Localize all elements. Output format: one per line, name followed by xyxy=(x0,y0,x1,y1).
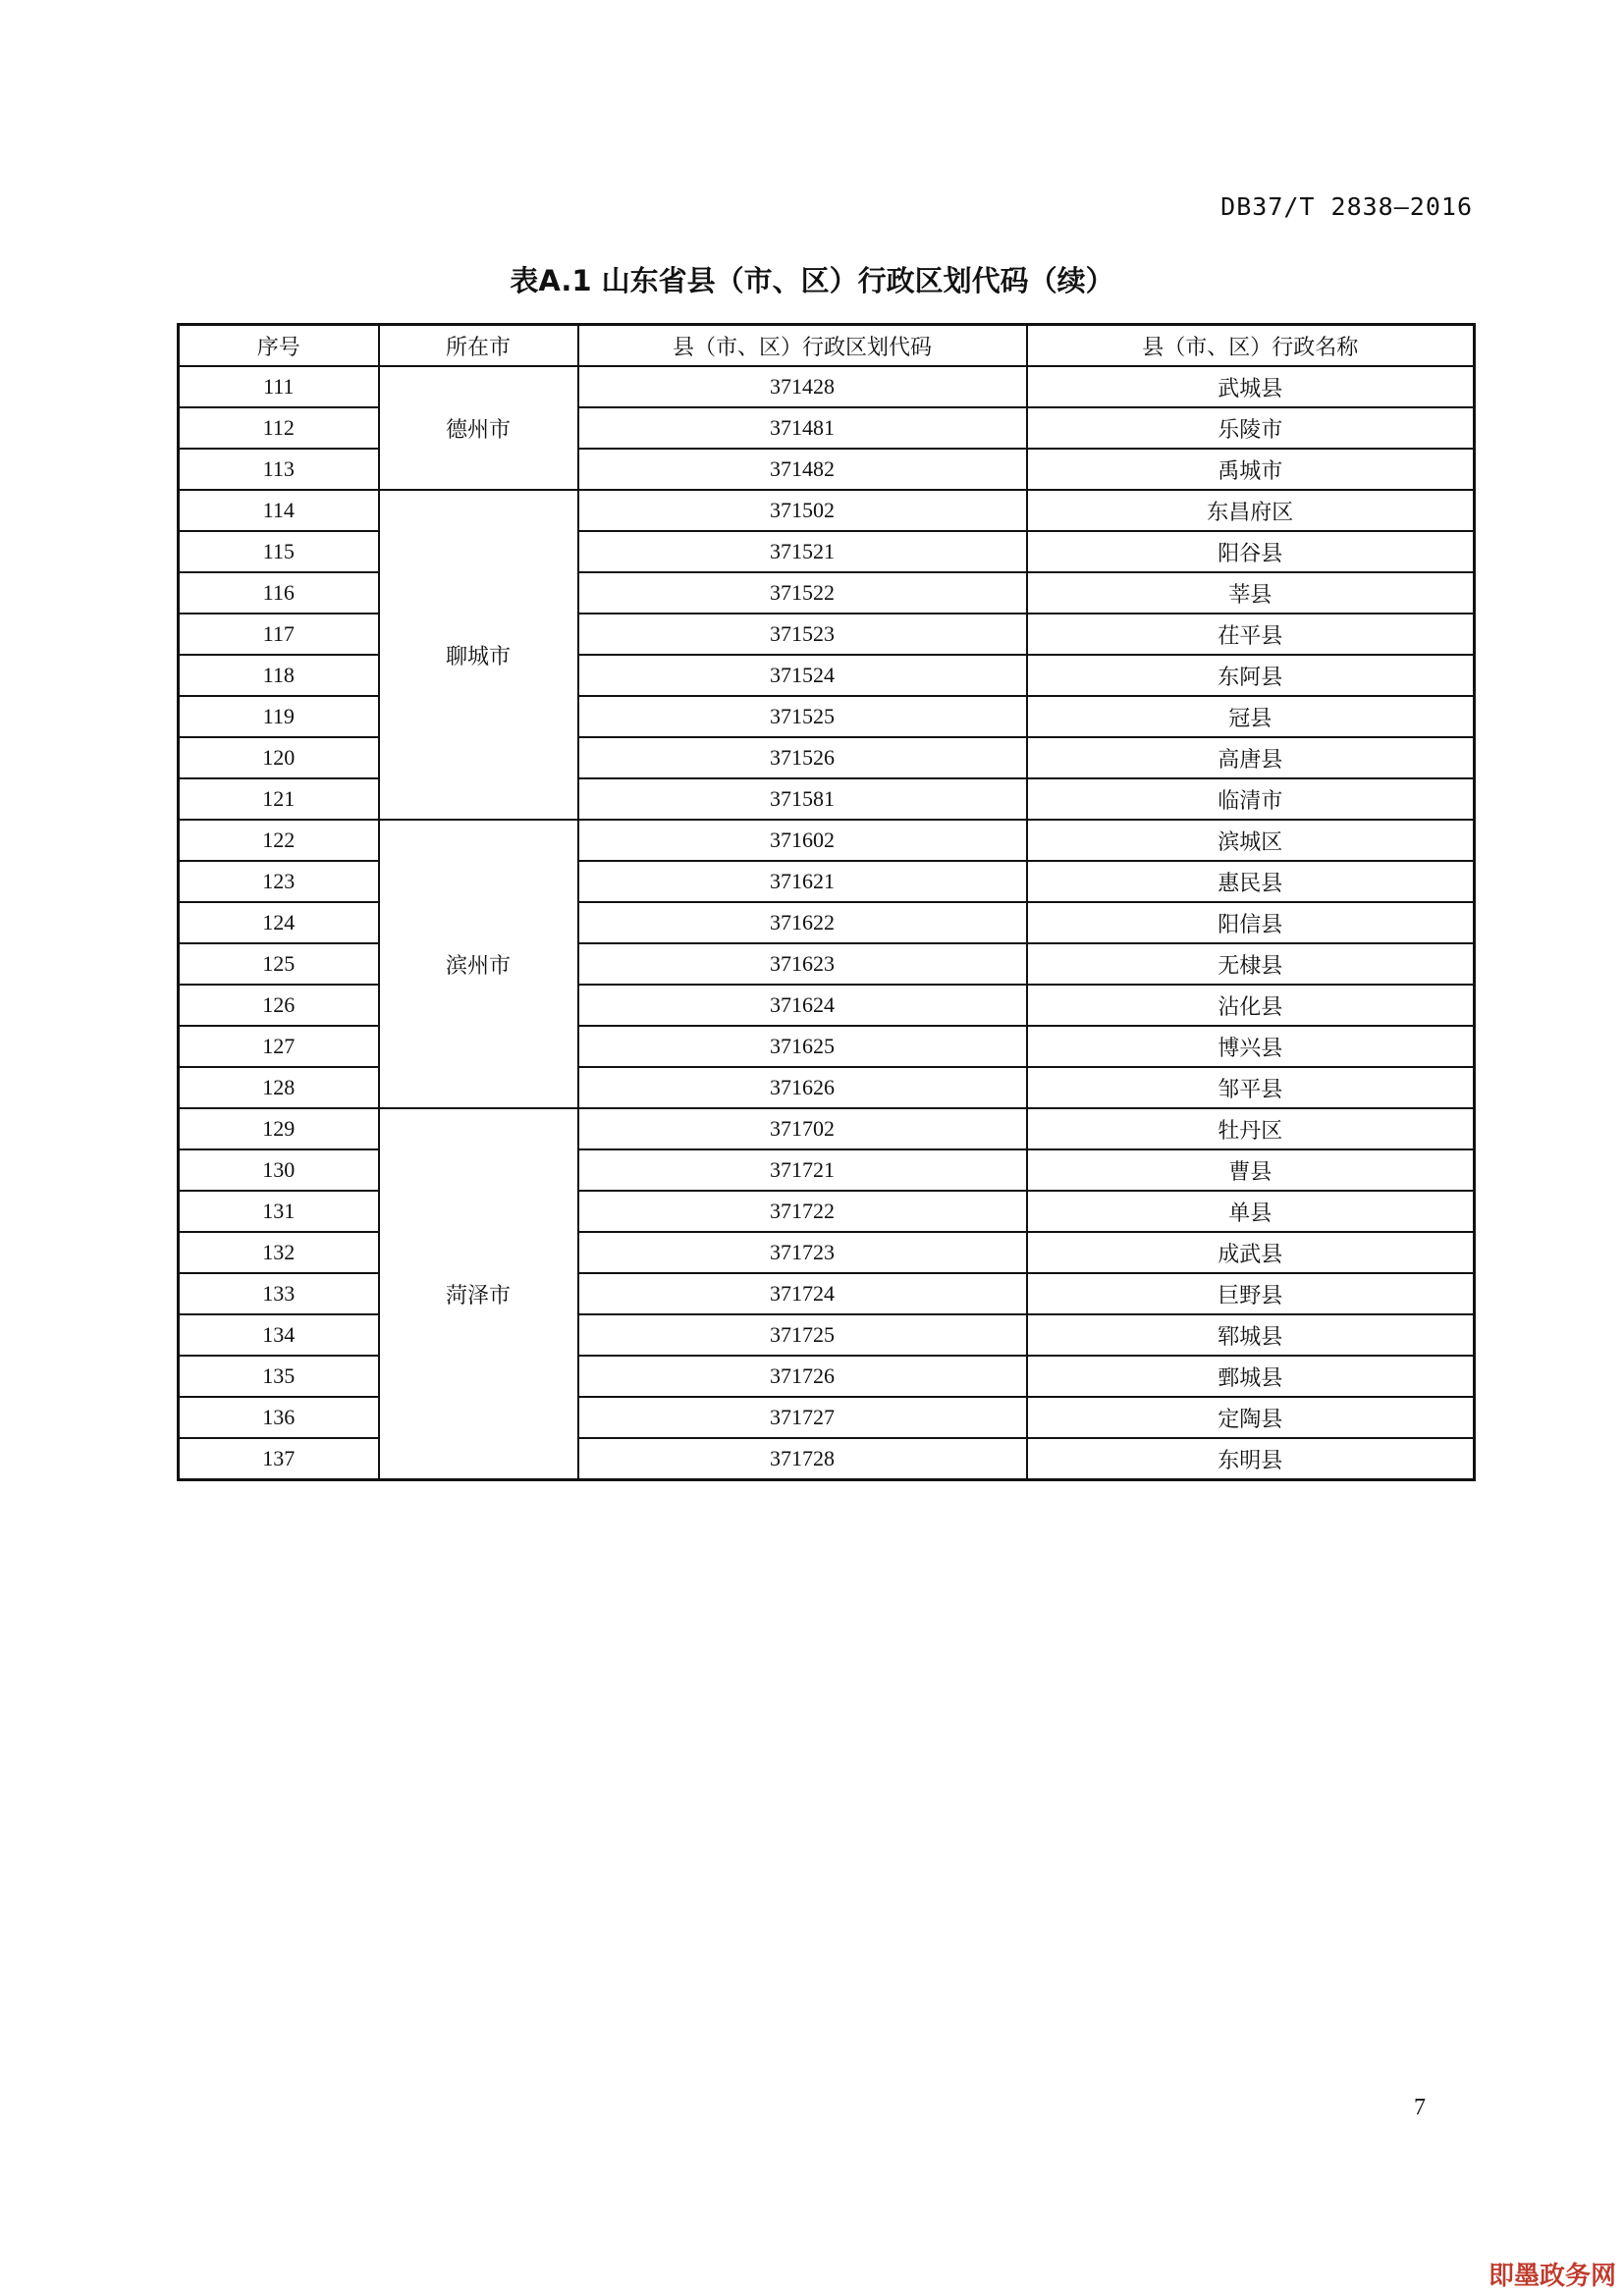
table-row xyxy=(179,1314,1475,1356)
table-row xyxy=(179,1026,1475,1067)
cell-code: 371624 xyxy=(578,985,1027,1026)
cell-name: 巨野县 xyxy=(1027,1273,1475,1314)
cell-code: 371523 xyxy=(578,614,1027,655)
table-row xyxy=(179,531,1475,572)
cell-name: 冠县 xyxy=(1027,696,1475,737)
cell-no: 132 xyxy=(179,1232,379,1273)
cell-no: 115 xyxy=(179,531,379,572)
cell-code: 371525 xyxy=(578,696,1027,737)
cell-code: 371723 xyxy=(578,1232,1027,1273)
cell-no: 121 xyxy=(179,778,379,820)
cell-name: 无棣县 xyxy=(1027,943,1475,985)
cell-no: 112 xyxy=(179,407,379,449)
cell-city: 滨州市 xyxy=(379,820,578,1108)
cell-name: 东明县 xyxy=(1027,1438,1475,1480)
cell-no: 118 xyxy=(179,655,379,696)
cell-no: 113 xyxy=(179,449,379,490)
cell-name: 单县 xyxy=(1027,1191,1475,1232)
page-number: 7 xyxy=(1414,2095,1426,2120)
table-row xyxy=(179,902,1475,943)
table-row xyxy=(179,1438,1475,1480)
cell-code: 371602 xyxy=(578,820,1027,861)
table-row xyxy=(179,861,1475,902)
cell-city: 聊城市 xyxy=(379,490,578,820)
table-row xyxy=(179,778,1475,820)
table-row xyxy=(179,1067,1475,1108)
cell-name: 禹城市 xyxy=(1027,449,1475,490)
standard-code: DB37/T 2838—2016 xyxy=(1220,192,1473,221)
cell-code: 371724 xyxy=(578,1273,1027,1314)
cell-code: 371581 xyxy=(578,778,1027,820)
cell-no: 116 xyxy=(179,572,379,614)
cell-name: 莘县 xyxy=(1027,572,1475,614)
cell-name: 东阿县 xyxy=(1027,655,1475,696)
cell-code: 371524 xyxy=(578,655,1027,696)
cell-name: 滨城区 xyxy=(1027,820,1475,861)
table-row xyxy=(179,490,1475,531)
cell-no: 128 xyxy=(179,1067,379,1108)
cell-no: 117 xyxy=(179,614,379,655)
cell-name: 邹平县 xyxy=(1027,1067,1475,1108)
table-row xyxy=(179,1397,1475,1438)
cell-name: 阳谷县 xyxy=(1027,531,1475,572)
table-row xyxy=(179,1108,1475,1149)
table-row xyxy=(179,985,1475,1026)
cell-no: 123 xyxy=(179,861,379,902)
cell-name: 乐陵市 xyxy=(1027,407,1475,449)
cell-no: 135 xyxy=(179,1356,379,1397)
table-row xyxy=(179,1356,1475,1397)
table-row xyxy=(179,1149,1475,1191)
cell-name: 成武县 xyxy=(1027,1232,1475,1273)
cell-name: 武城县 xyxy=(1027,366,1475,407)
cell-name: 临清市 xyxy=(1027,778,1475,820)
cell-no: 131 xyxy=(179,1191,379,1232)
cell-no: 129 xyxy=(179,1108,379,1149)
table-row xyxy=(179,820,1475,861)
cell-code: 371621 xyxy=(578,861,1027,902)
cell-code: 371721 xyxy=(578,1149,1027,1191)
cell-name: 沾化县 xyxy=(1027,985,1475,1026)
cell-name: 牡丹区 xyxy=(1027,1108,1475,1149)
cell-code: 371722 xyxy=(578,1191,1027,1232)
cell-code: 371481 xyxy=(578,407,1027,449)
cell-no: 126 xyxy=(179,985,379,1026)
cell-no: 127 xyxy=(179,1026,379,1067)
cell-no: 111 xyxy=(179,366,379,407)
table-row xyxy=(179,572,1475,614)
table-row xyxy=(179,449,1475,490)
cell-city: 菏泽市 xyxy=(379,1108,578,1480)
cell-code: 371728 xyxy=(578,1438,1027,1480)
table-body xyxy=(179,366,1475,1480)
column-header-name: 县（市、区）行政名称 xyxy=(1027,325,1475,367)
cell-no: 120 xyxy=(179,737,379,778)
cell-no: 122 xyxy=(179,820,379,861)
table-row xyxy=(179,696,1475,737)
cell-code: 371526 xyxy=(578,737,1027,778)
cell-no: 130 xyxy=(179,1149,379,1191)
table-row xyxy=(179,366,1475,407)
cell-code: 371623 xyxy=(578,943,1027,985)
table-row xyxy=(179,407,1475,449)
cell-code: 371725 xyxy=(578,1314,1027,1356)
watermark: 即墨政务网 xyxy=(1488,2262,1616,2291)
cell-no: 137 xyxy=(179,1438,379,1480)
cell-name: 曹县 xyxy=(1027,1149,1475,1191)
table-row xyxy=(179,943,1475,985)
cell-code: 371428 xyxy=(578,366,1027,407)
cell-code: 371622 xyxy=(578,902,1027,943)
cell-code: 371726 xyxy=(578,1356,1027,1397)
cell-code: 371626 xyxy=(578,1067,1027,1108)
table-row xyxy=(179,737,1475,778)
cell-name: 高唐县 xyxy=(1027,737,1475,778)
table-row xyxy=(179,655,1475,696)
cell-no: 134 xyxy=(179,1314,379,1356)
cell-name: 茌平县 xyxy=(1027,614,1475,655)
cell-code: 371502 xyxy=(578,490,1027,531)
admin-code-table xyxy=(177,323,1476,1481)
cell-code: 371521 xyxy=(578,531,1027,572)
column-header-no: 序号 xyxy=(179,325,379,367)
table-row xyxy=(179,614,1475,655)
cell-no: 125 xyxy=(179,943,379,985)
cell-name: 博兴县 xyxy=(1027,1026,1475,1067)
cell-name: 郓城县 xyxy=(1027,1314,1475,1356)
cell-no: 136 xyxy=(179,1397,379,1438)
cell-name: 鄄城县 xyxy=(1027,1356,1475,1397)
cell-no: 133 xyxy=(179,1273,379,1314)
cell-code: 371727 xyxy=(578,1397,1027,1438)
column-header-code: 县（市、区）行政区划代码 xyxy=(578,325,1027,367)
cell-name: 定陶县 xyxy=(1027,1397,1475,1438)
column-header-city: 所在市 xyxy=(379,325,578,367)
cell-no: 119 xyxy=(179,696,379,737)
table-title: 表A.1 山东省县（市、区）行政区划代码（续） xyxy=(510,264,1114,297)
cell-city: 德州市 xyxy=(379,366,578,490)
table-row xyxy=(179,1232,1475,1273)
cell-no: 124 xyxy=(179,902,379,943)
cell-no: 114 xyxy=(179,490,379,531)
table-row xyxy=(179,1273,1475,1314)
cell-code: 371522 xyxy=(578,572,1027,614)
table-row xyxy=(179,1191,1475,1232)
cell-code: 371625 xyxy=(578,1026,1027,1067)
table-header-row xyxy=(179,325,1475,367)
cell-name: 惠民县 xyxy=(1027,861,1475,902)
cell-name: 东昌府区 xyxy=(1027,490,1475,531)
cell-code: 371702 xyxy=(578,1108,1027,1149)
cell-code: 371482 xyxy=(578,449,1027,490)
cell-name: 阳信县 xyxy=(1027,902,1475,943)
